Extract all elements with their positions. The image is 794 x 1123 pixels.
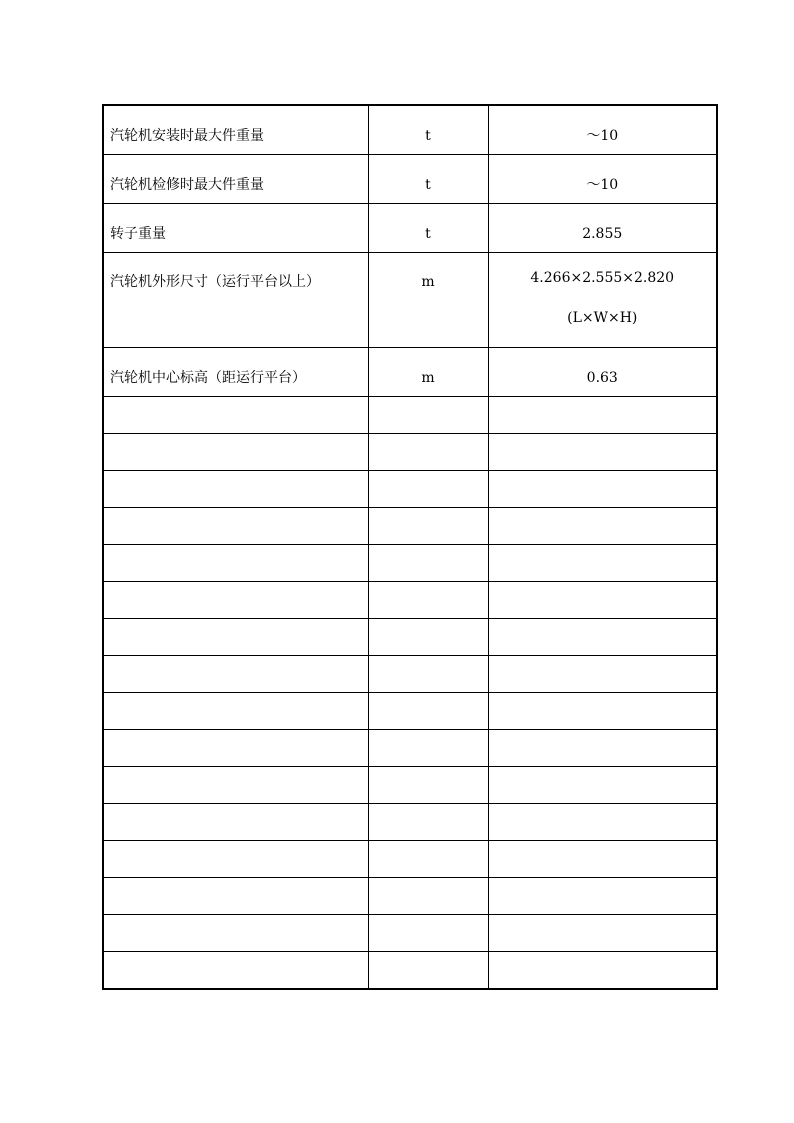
empty-cell [368,397,488,434]
empty-cell [368,841,488,878]
empty-table-row [103,508,717,545]
empty-cell [488,767,717,804]
empty-cell [368,693,488,730]
dimension-value: 4.266×2.555×2.820 [530,270,675,286]
empty-table-row [103,693,717,730]
empty-cell [103,767,368,804]
empty-cell [103,397,368,434]
empty-cell [368,767,488,804]
empty-cell [103,545,368,582]
unit-cell: m [368,253,488,348]
empty-cell [368,582,488,619]
value-cell: 2.855 [488,204,717,253]
param-name-cell: 汽轮机检修时最大件重量 [103,155,368,204]
empty-cell [368,434,488,471]
table-row [103,105,717,155]
empty-cell [488,841,717,878]
empty-cell [368,656,488,693]
empty-cell [103,952,368,990]
empty-table-row [103,952,717,990]
empty-cell [103,508,368,545]
empty-table-row [103,804,717,841]
empty-table-row [103,878,717,915]
empty-table-row [103,656,717,693]
empty-cell [103,619,368,656]
empty-table-row [103,434,717,471]
empty-cell [488,434,717,471]
table-row [103,155,717,204]
empty-cell [368,508,488,545]
empty-cell [368,619,488,656]
param-name-cell: 转子重量 [103,204,368,253]
empty-table-row [103,471,717,508]
empty-cell [103,915,368,952]
empty-cell [488,804,717,841]
table-row [103,253,717,348]
empty-cell [488,730,717,767]
empty-cell [488,878,717,915]
empty-cell [368,878,488,915]
value-cell: ～10 [488,105,717,155]
unit-cell: t [368,155,488,204]
spec-table [102,104,718,990]
unit-cell: t [368,204,488,253]
empty-cell [368,915,488,952]
table-row [103,204,717,253]
empty-cell [488,952,717,990]
empty-cell [103,841,368,878]
unit-cell: m [368,348,488,397]
empty-table-row [103,619,717,656]
table-row [103,348,717,397]
empty-table-row [103,841,717,878]
empty-cell [368,952,488,990]
empty-table-row [103,545,717,582]
empty-cell [488,619,717,656]
empty-cell [103,582,368,619]
empty-cell [103,693,368,730]
empty-cell [488,471,717,508]
empty-cell [488,656,717,693]
empty-cell [103,804,368,841]
empty-cell [368,730,488,767]
empty-cell [488,582,717,619]
param-name-cell: 汽轮机外形尺寸（运行平台以上） [103,253,368,348]
empty-cell [488,915,717,952]
empty-cell [368,545,488,582]
empty-cell [368,804,488,841]
empty-cell [103,730,368,767]
empty-cell [488,508,717,545]
empty-cell [103,471,368,508]
param-name-cell: 汽轮机中心标高（距运行平台） [103,348,368,397]
param-name-cell: 汽轮机安装时最大件重量 [103,105,368,155]
empty-cell [488,397,717,434]
empty-cell [103,434,368,471]
value-cell: 0.63 [488,348,717,397]
empty-table-row [103,582,717,619]
empty-table-row [103,915,717,952]
value-cell [488,253,717,348]
empty-table-row [103,730,717,767]
empty-table-row [103,767,717,804]
empty-cell [488,693,717,730]
dimension-order-label: (L×W×H) [567,310,638,326]
empty-cell [368,471,488,508]
value-cell: ～10 [488,155,717,204]
empty-cell [488,545,717,582]
empty-cell [103,878,368,915]
unit-cell: t [368,105,488,155]
empty-cell [103,656,368,693]
empty-table-row [103,397,717,434]
